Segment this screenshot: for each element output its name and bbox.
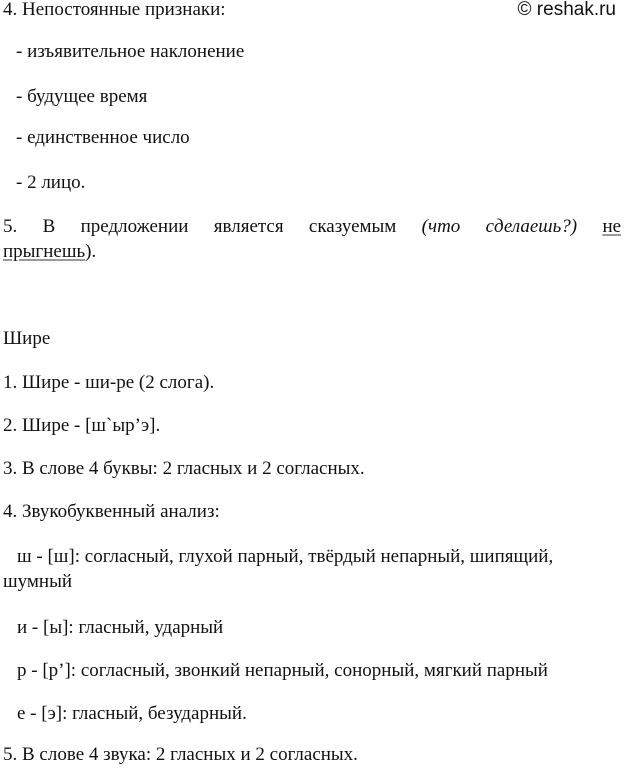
analysis-line: 4. Звукобуквенный анализ: xyxy=(3,501,220,522)
final-line: 5. В слове 4 звука: 2 гласных и 2 согласных. xyxy=(3,744,358,765)
point5-line1 xyxy=(3,216,621,238)
sound-analysis-line: и - [ы]: гласный, ударный xyxy=(17,617,224,638)
sound-analysis-line: р - [р’]: согласный, звонкий непарный, сонорный, мягкий парный xyxy=(17,660,548,681)
point5-question: (что сделаешь?) xyxy=(421,216,578,237)
section1-heading: 4. Непостоянные признаки: xyxy=(3,0,226,20)
list-item: - изъявительное наклонение xyxy=(16,41,245,62)
analysis-line: 1. Шире - ши-ре (2 слога). xyxy=(3,372,215,393)
analysis-line: 2. Шире - [ш`ыр’э]. xyxy=(3,415,161,436)
sound-analysis-line: ш - [ш]: согласный, глухой парный, твёрдый непарный, шипящий, xyxy=(17,546,554,567)
list-item: - единственное число xyxy=(16,127,190,148)
sound-analysis-line: шумный xyxy=(3,571,73,592)
point5-word: является xyxy=(213,216,284,237)
analysis-line: 3. В слове 4 буквы: 2 гласных и 2 согласных. xyxy=(3,458,365,479)
point5-word: предложении xyxy=(80,216,189,237)
point5-word: 5. xyxy=(3,216,18,237)
section2-word: Шире xyxy=(3,328,51,349)
watermark-text: © reshak.ru xyxy=(517,0,616,20)
point5-word: В xyxy=(42,216,56,237)
point5-closing: ). xyxy=(85,241,97,262)
list-item: - будущее время xyxy=(16,86,148,107)
point5-word: сказуемым xyxy=(308,216,397,237)
sound-analysis-line: е - [э]: гласный, безударный. xyxy=(17,703,247,724)
point5-verb-part2: прыгнешь xyxy=(3,241,86,262)
point5-line2 xyxy=(3,241,96,263)
point5-verb-part1: не xyxy=(602,216,622,237)
list-item: - 2 лицо. xyxy=(16,172,86,193)
